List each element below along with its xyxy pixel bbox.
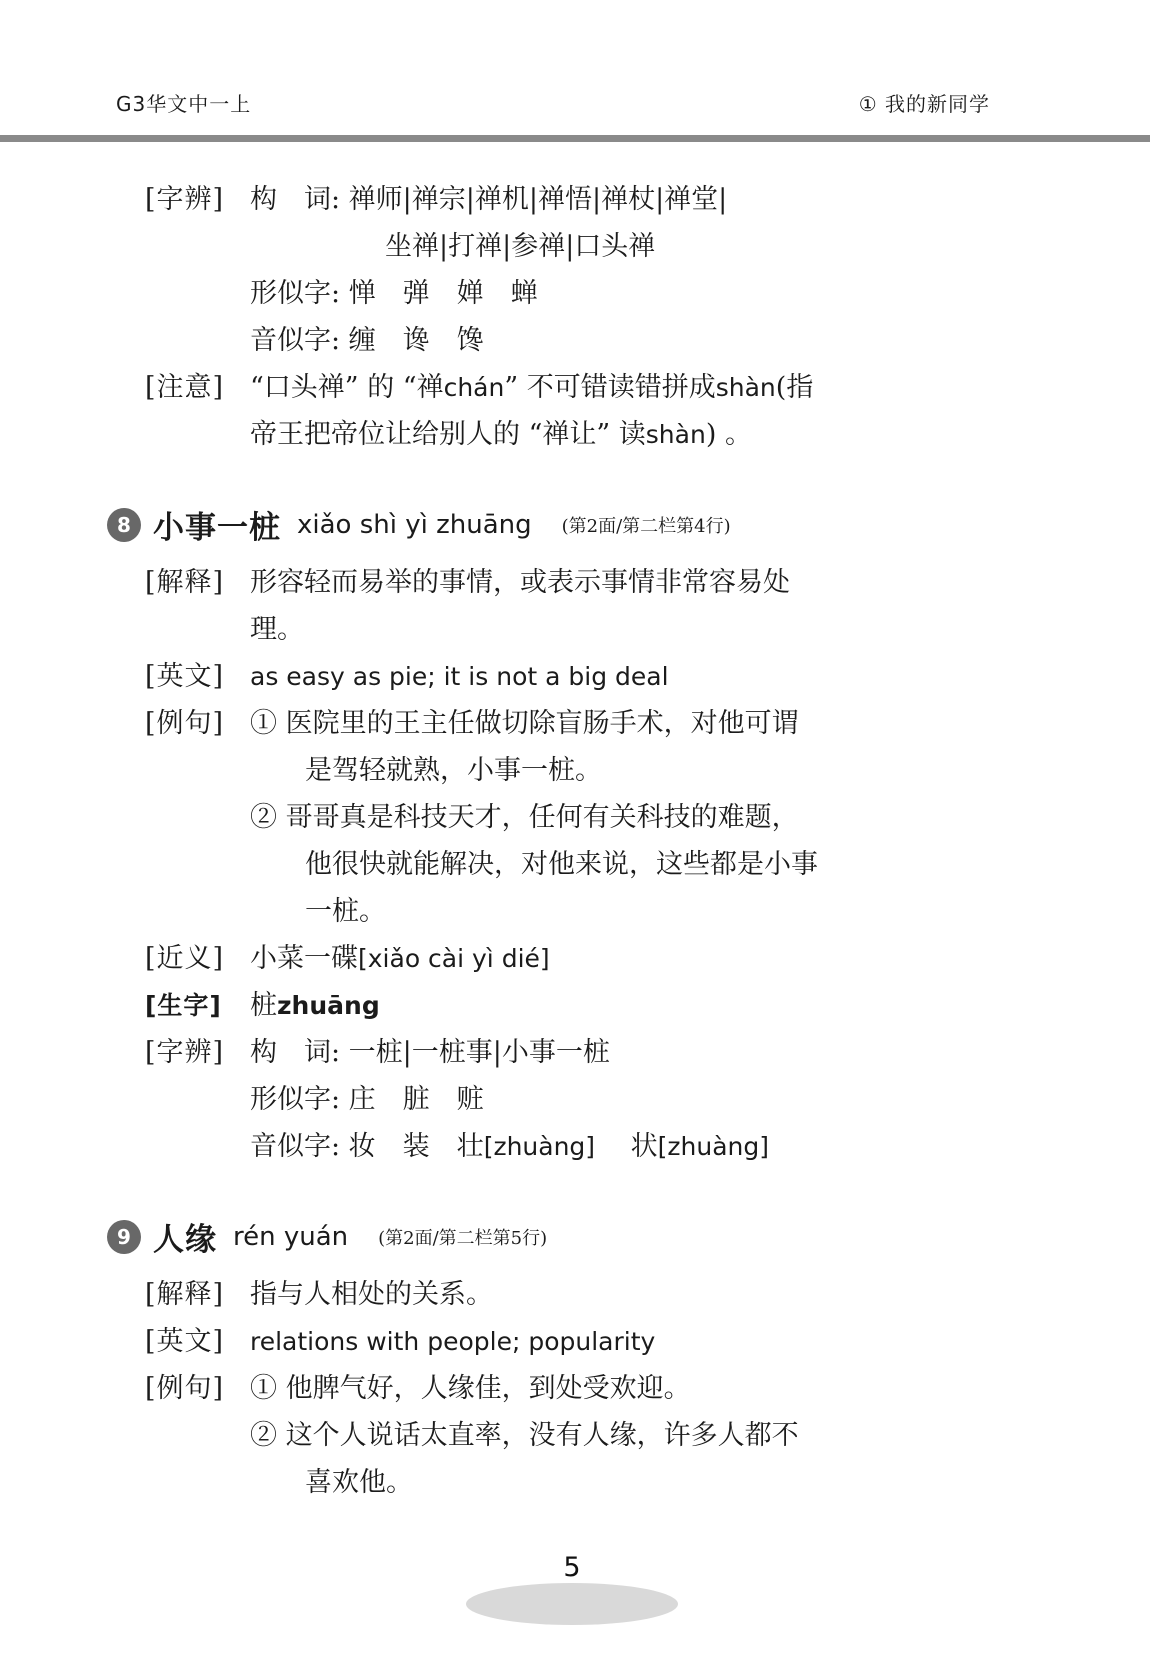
entry-row [145,364,1090,411]
page-footer [0,1550,1150,1660]
text-segment: 小菜一碟 [250,943,358,974]
text-segment: 形似字: 惮 弹 婵 蝉 [250,278,538,309]
entry-source-ref: (第2面/第二栏第4行) [561,515,731,537]
field-label: [英文] [145,1326,225,1357]
entry-heading [107,502,1090,547]
entry-row [145,653,1090,700]
text-segment: 音似字: 缠 谗 馋 [250,325,484,356]
text-segment: “口头禅” 的 “禅 [250,372,444,403]
entry-row-continuation [305,747,1090,794]
field-label: [生字] [145,991,222,1020]
text-segment: shàn [645,420,706,449]
entry-row [145,176,1090,223]
text-segment: 形似字: 庄 脏 赃 [250,1084,484,1115]
entry-row-continuation [250,1412,1090,1459]
glossary-entry-9 [117,1214,1090,1506]
text-segment: ② 这个人说话太直率，没有人缘，许多人都不 [250,1420,799,1451]
chapter-title: ① 我的新同学 [858,92,990,116]
entry-row-continuation [250,794,1090,841]
field-label: [解释] [145,567,225,598]
text-segment: (指 [775,372,814,403]
field-label: [英文] [145,661,225,692]
entry-row-continuation [305,1459,1090,1506]
field-label: [例句] [145,708,225,739]
entry-row-continuation [250,1076,1090,1123]
entry-row [145,700,1090,747]
text-segment: as easy as pie; it is not a big deal [250,662,669,691]
entry-row [145,1365,1090,1412]
text-segment: 构 词: 禅师|禅宗|禅机|禅悟|禅杖|禅堂| [250,184,728,215]
entry-row [145,982,1090,1029]
field-label: [注意] [145,372,225,403]
entry-heading [107,1214,1090,1259]
entry-title: 人缘 [153,1222,217,1258]
text-segment: ” 不可错读错拼成 [504,372,716,403]
text-segment: [xiǎo cài yì dié] [358,944,550,973]
entry-source-ref: (第2面/第二栏第5行) [378,1227,548,1249]
entry-pinyin: xiǎo shì yì zhuāng [297,509,532,540]
text-segment: ① 医院里的王主任做切除盲肠手术，对他可谓 [250,708,799,739]
text-segment: [zhuàng] [657,1132,769,1161]
entry-row-continuation [305,841,1090,888]
page-number-ellipse [466,1583,678,1625]
text-segment: shàn [715,373,776,402]
entry-row-continuation [250,411,1090,458]
entry-continuation [145,176,1090,458]
entry-row [145,1318,1090,1365]
text-segment: 喜欢他。 [305,1467,413,1498]
text-segment: 他很快就能解决，对他来说，这些都是小事 [305,849,818,880]
field-label: [例句] [145,1373,225,1404]
text-segment: 坐禅|打禅|参禅|口头禅 [385,231,656,262]
entry-row [145,1029,1090,1076]
header-divider [0,135,1150,142]
entry-row-continuation [250,317,1090,364]
entry-number-badge: 9 [107,1220,141,1254]
entry-row [145,935,1090,982]
entry-row-continuation [250,270,1090,317]
glossary-entry-8 [117,502,1090,1170]
entry-title: 小事一桩 [153,510,281,546]
text-segment: ① 他脾气好，人缘佳，到处受欢迎。 [250,1373,691,1404]
entry-row-continuation [250,1123,1090,1170]
field-label: [字辨] [145,184,225,215]
field-label: [字辨] [145,1037,225,1068]
entry-number-badge: 8 [107,508,141,542]
text-segment: 形容轻而易举的事情，或表示事情非常容易处 [250,567,790,598]
text-segment: 构 词: 一桩|一桩事|小事一桩 [250,1037,610,1068]
field-label: [解释] [145,1279,225,1310]
page-header [0,0,1150,117]
text-segment: ② 哥哥真是科技天才，任何有关科技的难题， [250,802,799,833]
book-title: G3华文中一上 [116,92,252,116]
text-segment: [zhuàng] [483,1132,596,1161]
text-segment: chán [443,373,505,402]
text-segment: 一桩。 [305,896,386,927]
text-segment: 桩 [250,990,277,1021]
text-segment: 理。 [250,614,304,645]
text-segment: 帝王把帝位让给别人的 “禅让” 读 [250,419,646,450]
text-segment: ) 。 [705,419,752,450]
text-segment: 状 [595,1131,658,1162]
entry-row [145,1271,1090,1318]
entry-row-continuation [305,888,1090,935]
text-segment: 是驾轻就熟，小事一桩。 [305,755,602,786]
text-segment: zhuāng [277,991,380,1020]
entry-pinyin: rén yuán [233,1221,349,1252]
page-content [0,142,1150,1506]
page-number: 5 [563,1552,581,1583]
entry-row-continuation [385,223,1090,270]
field-label: [近义] [145,943,225,974]
text-segment: 指与人相处的关系。 [250,1279,493,1310]
entry-row-continuation [250,606,1090,653]
text-segment: 音似字: 妆 装 壮 [250,1131,484,1162]
entry-row [145,559,1090,606]
text-segment: relations with people; popularity [250,1327,656,1356]
